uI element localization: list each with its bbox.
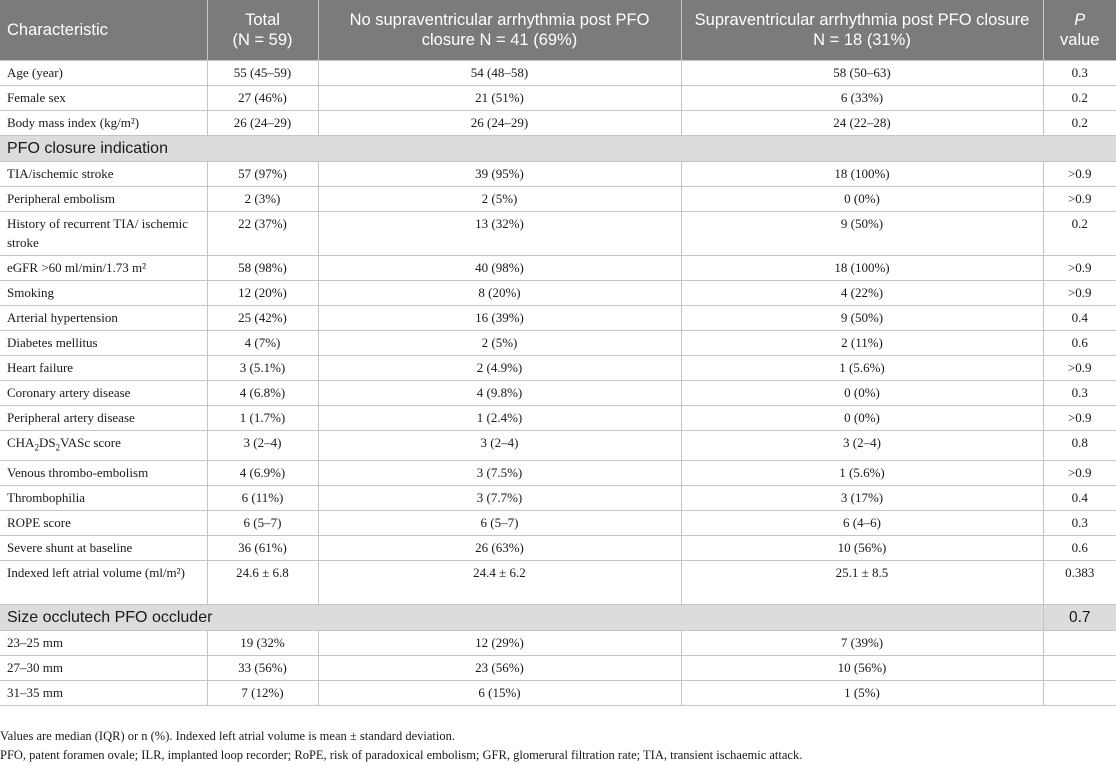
- cell-p-value: 0.3: [1043, 510, 1116, 535]
- cell-sva: 25.1 ± 8.5: [681, 560, 1043, 604]
- row-label: [0, 431, 207, 461]
- header-total-line2: (N = 59): [232, 31, 293, 49]
- cell-sva: 0 (0%): [681, 406, 1043, 431]
- row-label: Age (year): [0, 61, 207, 86]
- table-row: [0, 431, 1116, 461]
- row-label: Indexed left atrial volume (ml/m²): [0, 560, 207, 604]
- cell-p-value: >0.9: [1043, 162, 1116, 187]
- cell-sva: 9 (50%): [681, 306, 1043, 331]
- cell-p-value: 0.2: [1043, 212, 1116, 256]
- cell-no-sva: 13 (32%): [318, 212, 681, 256]
- cell-no-sva: 12 (29%): [318, 630, 681, 655]
- cell-p-value: 0.6: [1043, 331, 1116, 356]
- row-label: Heart failure: [0, 356, 207, 381]
- cell-p-value: 0.3: [1043, 61, 1116, 86]
- cell-total: 22 (37%): [207, 212, 318, 256]
- cell-no-sva: 2 (5%): [318, 187, 681, 212]
- cell-p-value: >0.9: [1043, 187, 1116, 212]
- cell-no-sva: 26 (63%): [318, 535, 681, 560]
- row-label: Diabetes mellitus: [0, 331, 207, 356]
- cell-sva: 3 (17%): [681, 485, 1043, 510]
- cell-no-sva: 2 (5%): [318, 331, 681, 356]
- cell-p-value: >0.9: [1043, 256, 1116, 281]
- cell-p-value: [1043, 680, 1116, 705]
- table-row: [0, 356, 1116, 381]
- cell-total: 36 (61%): [207, 535, 318, 560]
- header-characteristic: Characteristic: [0, 0, 207, 61]
- cell-total: 19 (32%: [207, 630, 318, 655]
- cell-total: 55 (45–59): [207, 61, 318, 86]
- table-row: [0, 162, 1116, 187]
- table-row: [0, 331, 1116, 356]
- section-p-value: 0.7: [1043, 604, 1116, 630]
- row-label: Arterial hypertension: [0, 306, 207, 331]
- cell-no-sva: 3 (7.7%): [318, 485, 681, 510]
- header-sva: Supraventricular arrhythmia post PFO closure N = 18 (31%): [681, 0, 1043, 61]
- cell-sva: 10 (56%): [681, 535, 1043, 560]
- cell-sva: 58 (50–63): [681, 61, 1043, 86]
- cell-p-value: [1043, 655, 1116, 680]
- footnote-values: Values are median (IQR) or n (%). Indexed left atrial volume is mean ± standard deviation.: [0, 729, 455, 743]
- table-row: [0, 535, 1116, 560]
- cell-total: 6 (5–7): [207, 510, 318, 535]
- cell-no-sva: 3 (7.5%): [318, 460, 681, 485]
- header-p-line2: value: [1060, 31, 1100, 49]
- row-label: Body mass index (kg/m²): [0, 111, 207, 136]
- table-footnotes: [0, 727, 802, 765]
- cell-total: 27 (46%): [207, 86, 318, 111]
- section-row: [0, 136, 1116, 162]
- table-row: [0, 281, 1116, 306]
- row-label: Smoking: [0, 281, 207, 306]
- label-text: DS: [38, 435, 56, 450]
- cell-p-value: 0.2: [1043, 86, 1116, 111]
- table-row: [0, 485, 1116, 510]
- label-text: CHA: [7, 435, 35, 450]
- label-text: VASc score: [60, 435, 121, 450]
- cell-sva: 2 (11%): [681, 331, 1043, 356]
- cell-p-value: 0.3: [1043, 381, 1116, 406]
- table-row: [0, 306, 1116, 331]
- cell-no-sva: 23 (56%): [318, 655, 681, 680]
- cell-p-value: 0.4: [1043, 485, 1116, 510]
- row-label: TIA/ischemic stroke: [0, 162, 207, 187]
- row-label: Venous thrombo-embolism: [0, 460, 207, 485]
- row-label: Thrombophilia: [0, 485, 207, 510]
- cell-p-value: >0.9: [1043, 406, 1116, 431]
- cell-total: 26 (24–29): [207, 111, 318, 136]
- cell-no-sva: 26 (24–29): [318, 111, 681, 136]
- table-row: [0, 460, 1116, 485]
- table-row: [0, 510, 1116, 535]
- cell-total: 12 (20%): [207, 281, 318, 306]
- row-label: Severe shunt at baseline: [0, 535, 207, 560]
- cell-no-sva: 4 (9.8%): [318, 381, 681, 406]
- cell-total: 58 (98%): [207, 256, 318, 281]
- cell-no-sva: 21 (51%): [318, 86, 681, 111]
- cell-total: 57 (97%): [207, 162, 318, 187]
- table-row: [0, 630, 1116, 655]
- cell-total: 4 (6.9%): [207, 460, 318, 485]
- header-total: [207, 0, 318, 61]
- table-row: [0, 560, 1116, 604]
- row-label: Female sex: [0, 86, 207, 111]
- table-row: [0, 86, 1116, 111]
- header-no-sva: No supraventricular arrhythmia post PFO closure N = 41 (69%): [318, 0, 681, 61]
- cell-p-value: 0.2: [1043, 111, 1116, 136]
- cell-total: 2 (3%): [207, 187, 318, 212]
- header-total-line1: Total: [245, 11, 280, 29]
- cell-sva: 0 (0%): [681, 381, 1043, 406]
- cell-total: 3 (2–4): [207, 431, 318, 461]
- label-subscript: 2: [34, 442, 39, 453]
- cell-sva: 24 (22–28): [681, 111, 1043, 136]
- cell-total: 4 (6.8%): [207, 381, 318, 406]
- cell-sva: 6 (4–6): [681, 510, 1043, 535]
- table-row: [0, 406, 1116, 431]
- cell-total: 4 (7%): [207, 331, 318, 356]
- cell-total: 7 (12%): [207, 680, 318, 705]
- cell-no-sva: 54 (48–58): [318, 61, 681, 86]
- label-subscript: 2: [55, 442, 61, 453]
- row-label: eGFR >60 ml/min/1.73 m²: [0, 256, 207, 281]
- header-p-line1: P: [1074, 11, 1086, 29]
- table-row: [0, 187, 1116, 212]
- table-row: [0, 212, 1116, 256]
- cell-no-sva: 24.4 ± 6.2: [318, 560, 681, 604]
- cell-no-sva: 8 (20%): [318, 281, 681, 306]
- cell-p-value: >0.9: [1043, 356, 1116, 381]
- cell-sva: 1 (5.6%): [681, 460, 1043, 485]
- table-row: [0, 655, 1116, 680]
- cell-p-value: [1043, 630, 1116, 655]
- cell-sva: 4 (22%): [681, 281, 1043, 306]
- cell-sva: 0 (0%): [681, 187, 1043, 212]
- row-label: Peripheral embolism: [0, 187, 207, 212]
- cell-sva: 7 (39%): [681, 630, 1043, 655]
- table-row: [0, 680, 1116, 705]
- section-label: Size occlutech PFO occluder: [0, 604, 1043, 630]
- section-row: [0, 604, 1116, 630]
- cell-sva: 1 (5.6%): [681, 356, 1043, 381]
- cell-no-sva: 39 (95%): [318, 162, 681, 187]
- row-label: Coronary artery disease: [0, 381, 207, 406]
- cell-sva: 18 (100%): [681, 256, 1043, 281]
- footnote-abbreviations: PFO, patent foramen ovale; ILR, implanted loop recorder; RoPE, risk of paradoxical embolism; GFR, glomerural filtration rate; TIA, transient ischaemic attack.: [0, 748, 803, 762]
- table-row: [0, 111, 1116, 136]
- row-label: 23–25 mm: [0, 630, 207, 655]
- cell-total: 3 (5.1%): [207, 356, 318, 381]
- cell-no-sva: 2 (4.9%): [318, 356, 681, 381]
- cell-total: 6 (11%): [207, 485, 318, 510]
- header-p-value: [1043, 0, 1116, 61]
- table-row: [0, 381, 1116, 406]
- cell-total: 33 (56%): [207, 655, 318, 680]
- row-label: History of recurrent TIA/ ischemic stroke: [0, 212, 207, 256]
- cell-p-value: >0.9: [1043, 281, 1116, 306]
- cell-total: 1 (1.7%): [207, 406, 318, 431]
- row-label: Peripheral artery disease: [0, 406, 207, 431]
- section-label: PFO closure indication: [0, 136, 1116, 162]
- table-row: [0, 256, 1116, 281]
- row-label: 31–35 mm: [0, 680, 207, 705]
- cell-no-sva: 3 (2–4): [318, 431, 681, 461]
- cell-sva: 1 (5%): [681, 680, 1043, 705]
- cell-total: 24.6 ± 6.8: [207, 560, 318, 604]
- cell-total: 25 (42%): [207, 306, 318, 331]
- cell-sva: 3 (2–4): [681, 431, 1043, 461]
- cell-no-sva: 40 (98%): [318, 256, 681, 281]
- cell-p-value: 0.4: [1043, 306, 1116, 331]
- cell-sva: 18 (100%): [681, 162, 1043, 187]
- cell-p-value: 0.8: [1043, 431, 1116, 461]
- row-label: ROPE score: [0, 510, 207, 535]
- header-row: [0, 0, 1116, 61]
- row-label: 27–30 mm: [0, 655, 207, 680]
- cell-p-value: >0.9: [1043, 460, 1116, 485]
- cell-no-sva: 6 (15%): [318, 680, 681, 705]
- cell-no-sva: 6 (5–7): [318, 510, 681, 535]
- cell-p-value: 0.383: [1043, 560, 1116, 604]
- table-row: [0, 61, 1116, 86]
- cell-sva: 6 (33%): [681, 86, 1043, 111]
- cell-sva: 9 (50%): [681, 212, 1043, 256]
- cell-p-value: 0.6: [1043, 535, 1116, 560]
- cell-sva: 10 (56%): [681, 655, 1043, 680]
- cell-no-sva: 1 (2.4%): [318, 406, 681, 431]
- cell-no-sva: 16 (39%): [318, 306, 681, 331]
